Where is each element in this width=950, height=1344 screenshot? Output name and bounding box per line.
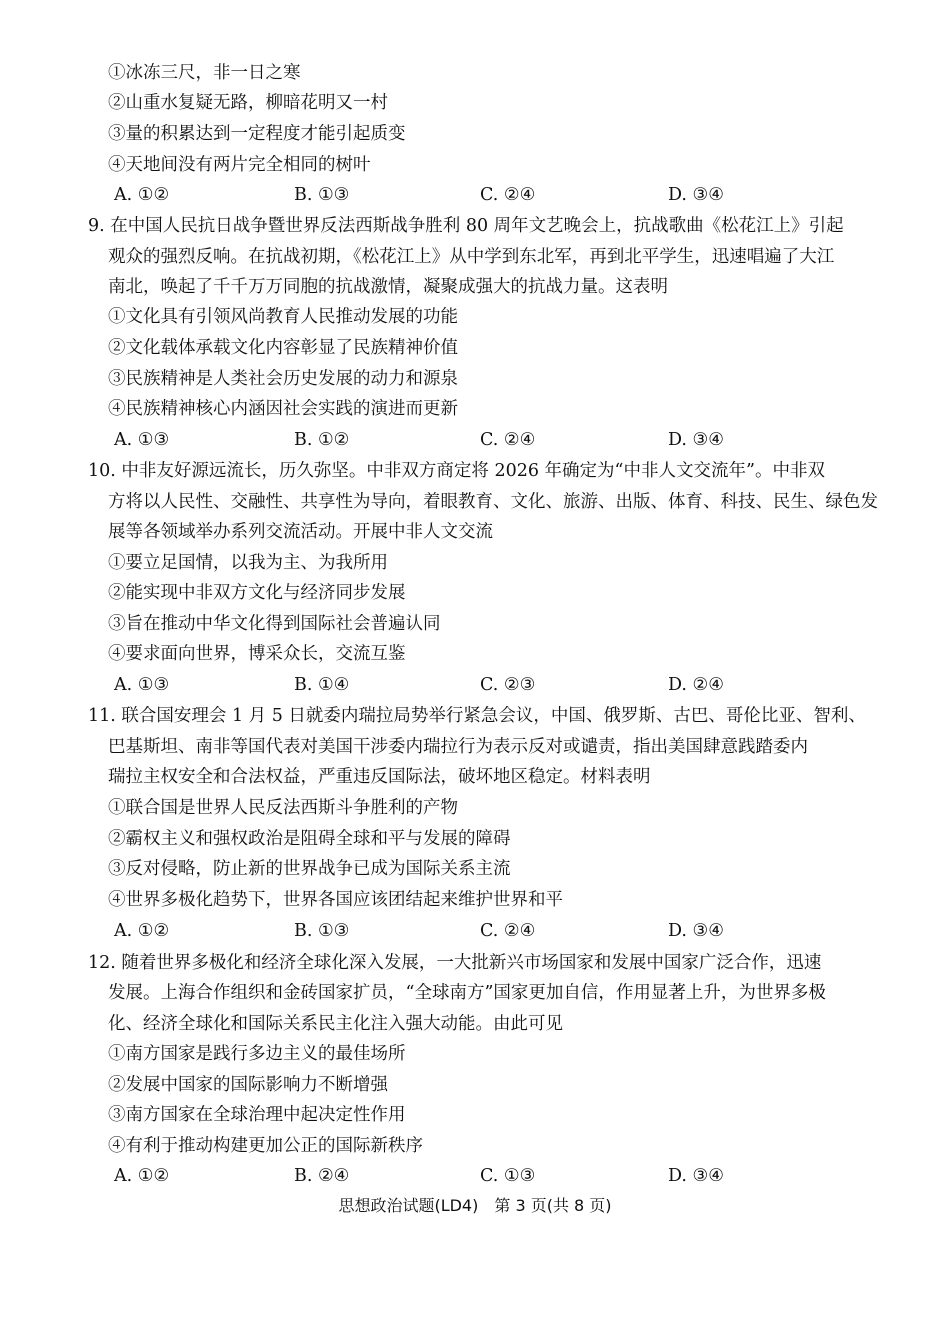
q9-choice-c[interactable]: C. ②④ — [480, 430, 536, 450]
q9-stem-line-2: 观众的强烈反响。在抗战初期，《松花江上》从中学到东北军，再到北平学生，迅速唱遍了大江 — [108, 247, 835, 267]
q8-option-1: ①冰冻三尺，非一日之寒 — [108, 63, 301, 83]
q10-option-2: ②能实现中非双方文化与经济同步发展 — [108, 583, 406, 603]
q9-choices — [0, 425, 950, 455]
q12-choices — [0, 1161, 950, 1191]
q8-choice-a[interactable]: A. ①② — [114, 185, 170, 205]
q9-option-4: ④民族精神核心内涵因社会实践的演进而更新 — [108, 399, 458, 419]
q8-choice-b[interactable]: B. ①③ — [294, 185, 350, 205]
q9-choice-a[interactable]: A. ①③ — [114, 430, 170, 450]
q10-stem-line-3: 展等各领域举办系列交流活动。开展中非人文交流 — [108, 522, 493, 542]
q8-option-2: ②山重水复疑无路，柳暗花明又一村 — [108, 93, 388, 113]
q8-option-4: ④天地间没有两片完全相同的树叶 — [108, 155, 371, 175]
q10-choice-d[interactable]: D. ②④ — [668, 675, 724, 695]
q11-option-3: ③反对侵略，防止新的世界战争已成为国际关系主流 — [108, 859, 511, 879]
q11-option-2: ②霸权主义和强权政治是阻碍全球和平与发展的障碍 — [108, 829, 511, 849]
q12-stem-line-3: 化、经济全球化和国际关系民主化注入强大动能。由此可见 — [108, 1014, 563, 1034]
q12-choice-a[interactable]: A. ①② — [114, 1166, 170, 1186]
q11-option-1: ①联合国是世界人民反法西斯斗争胜利的产物 — [108, 798, 458, 818]
page-footer: 思想政治试题(LD4) 第 3 页(共 8 页) — [338, 1196, 612, 1215]
q10-choice-c[interactable]: C. ②③ — [480, 675, 536, 695]
q12-option-2: ②发展中国家的国际影响力不断增强 — [108, 1075, 388, 1095]
q12-choice-b[interactable]: B. ②④ — [294, 1166, 350, 1186]
q11-choices — [0, 916, 950, 946]
q8-choice-d[interactable]: D. ③④ — [668, 185, 724, 205]
q12-option-3: ③南方国家在全球治理中起决定性作用 — [108, 1105, 406, 1125]
q8-option-3: ③量的积累达到一定程度才能引起质变 — [108, 124, 406, 144]
q12-stem-line-2: 发展。上海合作组织和金砖国家扩员，“全球南方”国家更加自信，作用显著上升，为世界多极 — [108, 983, 826, 1003]
q12-stem-line-1: 12. 随着世界多极化和经济全球化深入发展，一大批新兴市场国家和发展中国家广泛合作，迅速 — [88, 953, 822, 973]
q9-stem-line-1: 9. 在中国人民抗日战争暨世界反法西斯战争胜利 80 周年文艺晚会上，抗战歌曲《松花江上》引起 — [88, 216, 844, 236]
q8-choice-c[interactable]: C. ②④ — [480, 185, 536, 205]
q10-option-1: ①要立足国情，以我为主、为我所用 — [108, 553, 388, 573]
q9-option-3: ③民族精神是人类社会历史发展的动力和源泉 — [108, 369, 458, 389]
q12-option-1: ①南方国家是践行多边主义的最佳场所 — [108, 1044, 406, 1064]
q11-stem-line-2: 巴基斯坦、南非等国代表对美国干涉委内瑞拉行为表示反对或谴责，指出美国肆意践踏委内 — [108, 737, 808, 757]
q10-option-3: ③旨在推动中华文化得到国际社会普遍认同 — [108, 614, 441, 634]
q11-stem-line-1: 11. 联合国安理会 1 月 5 日就委内瑞拉局势举行紧急会议，中国、俄罗斯、古巴、哥伦比亚、智利、 — [88, 706, 866, 726]
q11-choice-b[interactable]: B. ①③ — [294, 921, 350, 941]
q12-choice-c[interactable]: C. ①③ — [480, 1166, 536, 1186]
q10-option-4: ④要求面向世界，博采众长，交流互鉴 — [108, 644, 406, 664]
q12-choice-d[interactable]: D. ③④ — [668, 1166, 724, 1186]
q9-option-1: ①文化具有引领风尚教育人民推动发展的功能 — [108, 307, 458, 327]
q10-stem-line-1: 10. 中非友好源远流长，历久弥坚。中非双方商定将 2026 年确定为“中非人文交流年”。中非双 — [88, 461, 825, 481]
q11-choice-c[interactable]: C. ②④ — [480, 921, 536, 941]
q11-stem-line-3: 瑞拉主权安全和合法权益，严重违反国际法，破坏地区稳定。材料表明 — [108, 767, 651, 787]
q10-choice-b[interactable]: B. ①④ — [294, 675, 350, 695]
q9-choice-d[interactable]: D. ③④ — [668, 430, 724, 450]
q10-choice-a[interactable]: A. ①③ — [114, 675, 170, 695]
q10-choices — [0, 670, 950, 700]
q11-option-4: ④世界多极化趋势下，世界各国应该团结起来维护世界和平 — [108, 890, 563, 910]
q8-choices — [0, 180, 950, 210]
q12-option-4: ④有利于推动构建更加公正的国际新秩序 — [108, 1136, 423, 1156]
q9-option-2: ②文化载体承载文化内容彰显了民族精神价值 — [108, 338, 458, 358]
q9-stem-line-3: 南北，唤起了千千万万同胞的抗战激情，凝聚成强大的抗战力量。这表明 — [108, 277, 668, 297]
q11-choice-d[interactable]: D. ③④ — [668, 921, 724, 941]
q11-choice-a[interactable]: A. ①② — [114, 921, 170, 941]
q10-stem-line-2: 方将以人民性、交融性、共享性为导向，着眼教育、文化、旅游、出版、体育、科技、民生、绿色发 — [108, 492, 878, 512]
q9-choice-b[interactable]: B. ①② — [294, 430, 350, 450]
